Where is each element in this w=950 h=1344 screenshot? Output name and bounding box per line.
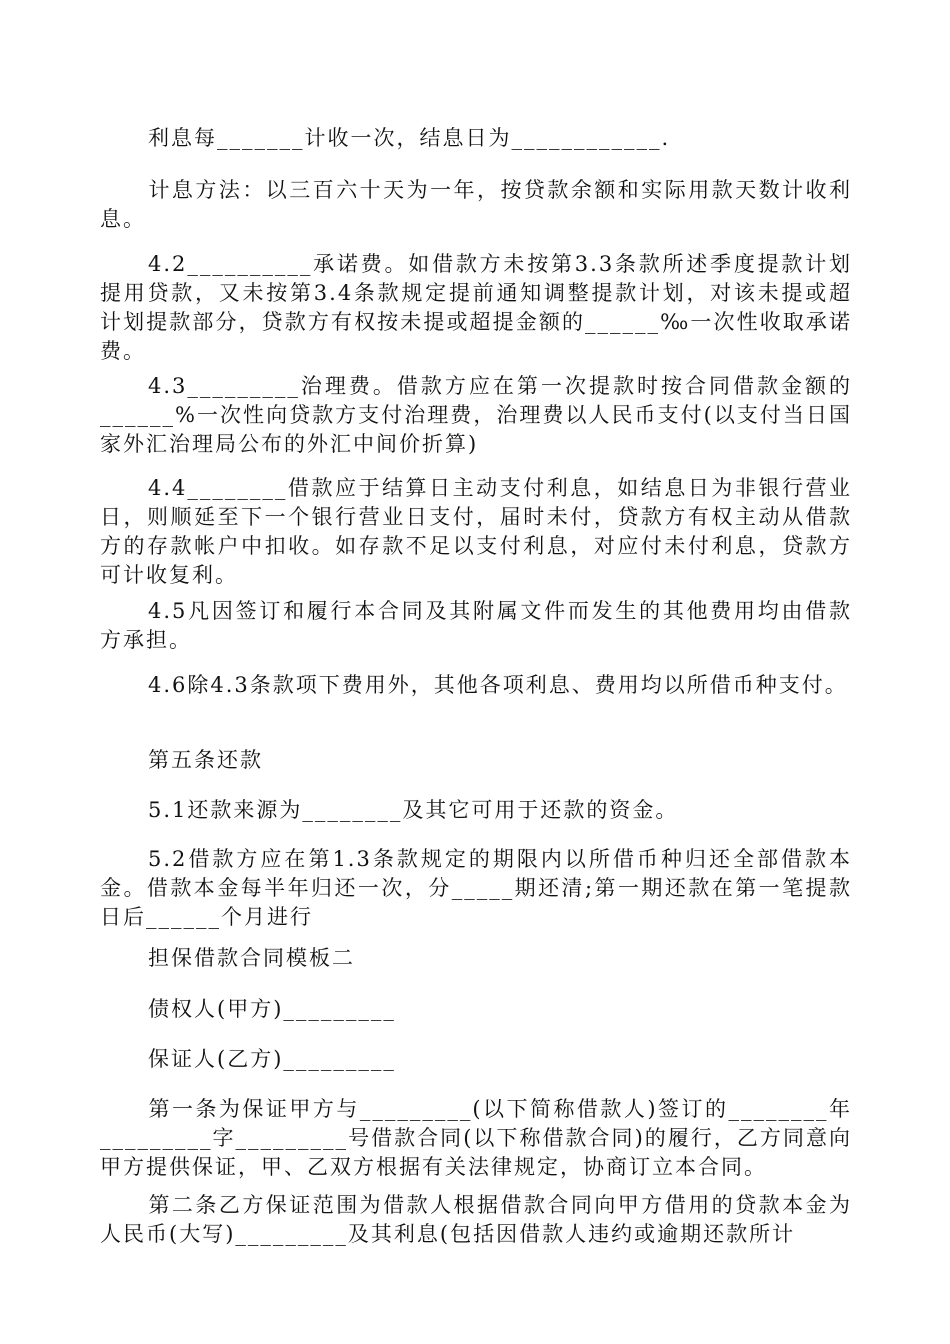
section-heading-5 (100, 746, 852, 775)
article-1 (100, 1095, 852, 1182)
paragraph-text: 5.1还款来源为________及其它可用于还款的资金。 (148, 798, 679, 822)
paragraph-4-6 (100, 671, 852, 700)
paragraph-text: 保证人(乙方)_________ (148, 1047, 396, 1071)
paragraph-text: 4.6除4.3条款项下费用外，其他各项利息、费用均以所借币种支付。 (148, 673, 848, 697)
paragraph-5-1 (100, 796, 852, 825)
paragraph-text: 4.5凡因签订和履行本合同及其附属文件而发生的其他费用均由借款方承担。 (100, 599, 852, 652)
paragraph-4-5 (100, 597, 852, 655)
template-title (100, 944, 852, 973)
paragraph-text: 4.3_________治理费。借款方应在第一次提款时按合同借款金额的______%一次性向贷款方支付治理费，治理费以人民币支付(以支付当日国家外汇治理局公布的外汇中间价折算) (100, 374, 852, 456)
paragraph-4-2 (100, 250, 852, 366)
paragraph-text: 担保借款合同模板二 (148, 946, 355, 970)
article-2 (100, 1191, 852, 1249)
paragraph-4-3 (100, 372, 852, 459)
paragraph-interest-method (100, 176, 852, 234)
paragraph-4-4 (100, 474, 852, 590)
paragraph-text: 第一条为保证甲方与_________(以下简称借款人)签订的________年_________字_________号借款合同(以下称借款合同)的履行，乙方同意向甲方提供保证，甲、乙双方根据有关法律规定，协商订立本合同。 (100, 1097, 852, 1179)
paragraph-text: 第二条乙方保证范围为借款人根据借款合同向甲方借用的贷款本金为人民币(大写)_________及其利息(包括因借款人违约或逾期还款所计 (100, 1193, 852, 1246)
creditor-line (100, 995, 852, 1024)
paragraph-text: 4.2__________承诺费。如借款方未按第3.3条款所述季度提款计划提用贷款，又未按第3.4条款规定提前通知调整提款计划，对该未提或超计划提款部分，贷款方有权按未提或超提金额的______‰一次性收取承诺费。 (100, 252, 852, 363)
paragraph-interest-period (100, 124, 852, 153)
paragraph-5-2 (100, 845, 852, 932)
paragraph-text: 利息每_______计收一次，结息日为____________. (148, 126, 671, 150)
paragraph-text: 第五条还款 (148, 748, 263, 772)
paragraph-text: 债权人(甲方)_________ (148, 997, 396, 1021)
paragraph-text: 计息方法：以三百六十天为一年，按贷款余额和实际用款天数计收利息。 (100, 178, 852, 231)
guarantor-line (100, 1045, 852, 1074)
paragraph-text: 5.2借款方应在第1.3条款规定的期限内以所借币种归还全部借款本金。借款本金每半年归还一次，分_____期还清;第一期还款在第一笔提款日后______个月进行 (100, 847, 852, 929)
paragraph-text: 4.4________借款应于结算日主动支付利息，如结息日为非银行营业日，则顺延至下一个银行营业日支付，届时未付，贷款方有权主动从借款方的存款帐户中扣收。如存款不足以支付利息，对应付未付利息，贷款方可计收复利。 (100, 476, 852, 587)
